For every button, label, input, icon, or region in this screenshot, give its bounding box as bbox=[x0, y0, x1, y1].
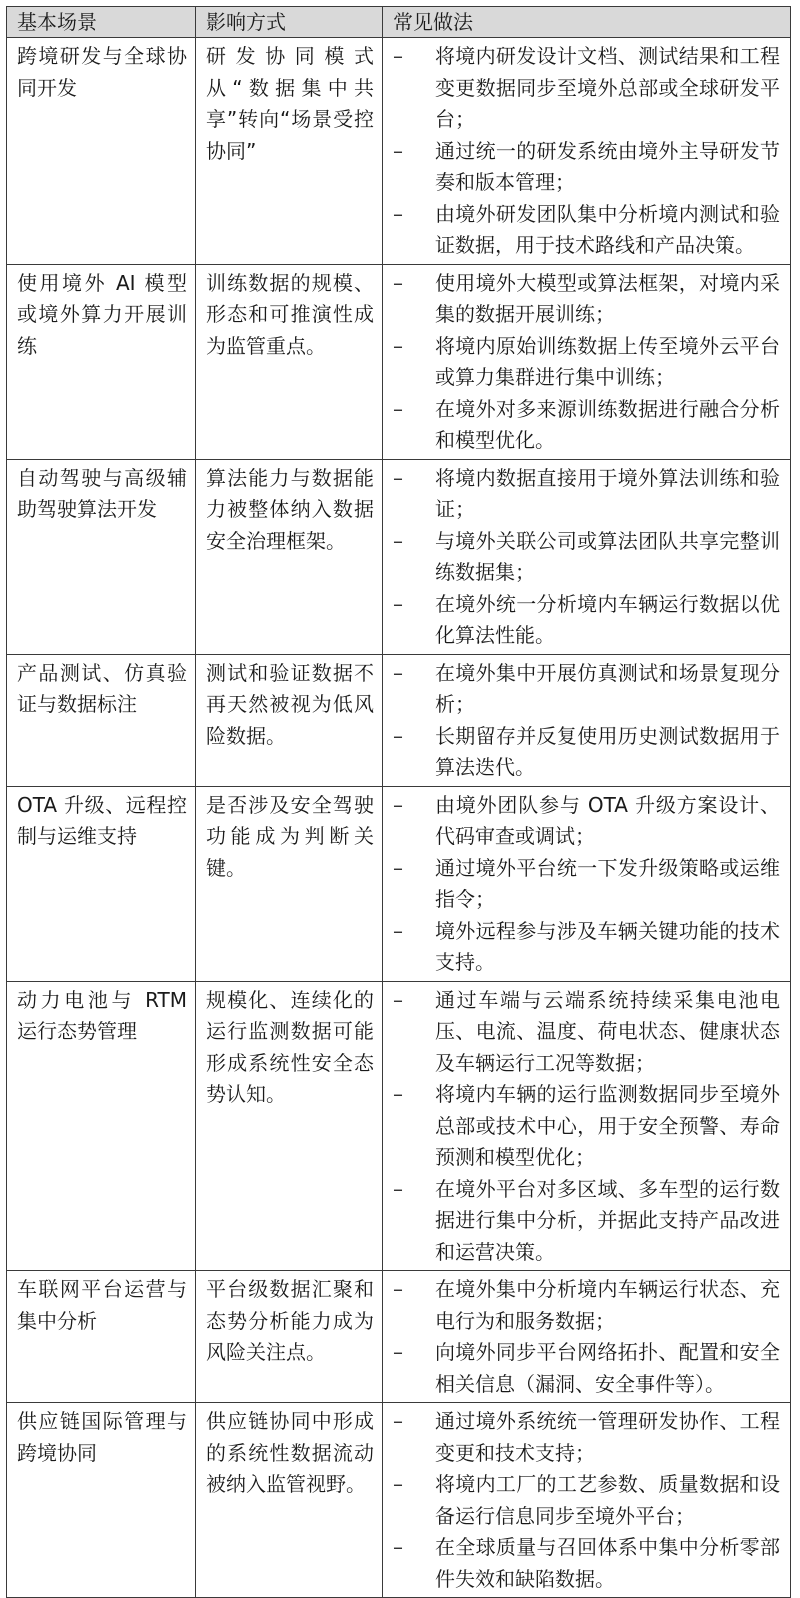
practice-text: 在境外集中分析境内车辆运行状态、充电行为和服务数据； bbox=[435, 1277, 780, 1333]
practices-list bbox=[391, 268, 780, 457]
practice-text: 通过境外系统统一管理研发协作、工程变更和技术支持； bbox=[435, 1409, 780, 1465]
practice-item bbox=[391, 136, 780, 199]
practice-text: 在境外对多来源训练数据进行融合分析和模型优化。 bbox=[435, 396, 780, 452]
impact-cell: 规模化、连续化的运行监测数据可能形成系统性安全态势认知。 bbox=[196, 981, 383, 1271]
practice-item bbox=[391, 1337, 780, 1400]
practice-item bbox=[391, 199, 780, 262]
dash-bullet: – bbox=[393, 1535, 403, 1559]
practice-item bbox=[391, 589, 780, 652]
practice-item bbox=[391, 985, 780, 1080]
dash-bullet: – bbox=[393, 138, 403, 163]
table-row bbox=[7, 1403, 791, 1598]
scene-cell: 跨境研发与全球协同开发 bbox=[7, 38, 196, 265]
dash-bullet: – bbox=[393, 1082, 403, 1106]
dash-bullet: – bbox=[393, 270, 403, 295]
data-scenarios-table bbox=[6, 6, 791, 1598]
scene-cell: 供应链国际管理与跨境协同 bbox=[7, 1403, 196, 1598]
dash-bullet: – bbox=[393, 333, 403, 358]
dash-bullet: – bbox=[393, 465, 403, 490]
impact-cell: 平台级数据汇聚和态势分析能力成为风险关注点。 bbox=[196, 1271, 383, 1403]
scene-cell: 产品测试、仿真验证与数据标注 bbox=[7, 654, 196, 786]
scene-cell: 车联网平台运营与集中分析 bbox=[7, 1271, 196, 1403]
impact-cell: 测试和验证数据不再天然被视为低风险数据。 bbox=[196, 654, 383, 786]
dash-bullet: – bbox=[393, 792, 403, 817]
practice-text: 通过车端与云端系统持续采集电池电压、电流、温度、荷电状态、健康状态及车辆运行工况等数据； bbox=[435, 987, 780, 1075]
practices-cell bbox=[383, 264, 791, 459]
practice-text: 通过境外平台统一下发升级策略或运维指令； bbox=[435, 855, 780, 911]
impact-cell: 供应链协同中形成的系统性数据流动被纳入监管视野。 bbox=[196, 1403, 383, 1598]
practice-text: 向境外同步平台网络拓扑、配置和安全相关信息（漏洞、安全事件等）。 bbox=[435, 1340, 780, 1396]
practice-item bbox=[391, 721, 780, 784]
practice-text: 由境外团队参与 OTA 升级方案设计、代码审查或调试； bbox=[435, 792, 780, 848]
table-row bbox=[7, 38, 791, 265]
dash-bullet: – bbox=[393, 1176, 403, 1201]
practice-item bbox=[391, 1469, 780, 1532]
impact-cell: 是否涉及安全驾驶功能成为判断关键。 bbox=[196, 786, 383, 981]
dash-bullet: – bbox=[393, 987, 403, 1012]
scene-cell: 动力电池与 RTM 运行态势管理 bbox=[7, 981, 196, 1271]
table-row bbox=[7, 1271, 791, 1403]
dash-bullet: – bbox=[393, 1409, 403, 1433]
impact-cell: 研发协同模式从“数据集中共享”转向“场景受控协同” bbox=[196, 38, 383, 265]
table-row bbox=[7, 654, 791, 786]
practice-item bbox=[391, 916, 780, 979]
practices-cell bbox=[383, 786, 791, 981]
practice-text: 在境外统一分析境内车辆运行数据以优化算法性能。 bbox=[435, 591, 780, 647]
practice-item bbox=[391, 1274, 780, 1337]
header-impact: 影响方式 bbox=[196, 7, 383, 38]
dash-bullet: – bbox=[393, 44, 403, 68]
practices-list bbox=[391, 658, 780, 784]
practice-text: 将境内数据直接用于境外算法训练和验证； bbox=[435, 465, 780, 521]
practice-text: 在境外集中开展仿真测试和场景复现分析； bbox=[435, 660, 780, 716]
practice-text: 在境外平台对多区域、多车型的运行数据进行集中分析，并据此支持产品改进和运营决策。 bbox=[435, 1176, 780, 1264]
practices-list bbox=[391, 1406, 780, 1595]
practice-text: 与境外关联公司或算法团队共享完整训练数据集； bbox=[435, 528, 780, 584]
table-row bbox=[7, 264, 791, 459]
practice-item bbox=[391, 526, 780, 589]
dash-bullet: – bbox=[393, 1472, 403, 1496]
practices-list bbox=[391, 41, 780, 262]
practices-cell bbox=[383, 38, 791, 265]
practice-item bbox=[391, 853, 780, 916]
dash-bullet: – bbox=[393, 528, 403, 553]
dash-bullet: – bbox=[393, 855, 403, 880]
impact-cell: 训练数据的规模、形态和可推演性成为监管重点。 bbox=[196, 264, 383, 459]
dash-bullet: – bbox=[393, 201, 403, 226]
practice-item bbox=[391, 658, 780, 721]
practice-item bbox=[391, 1532, 780, 1595]
practice-item bbox=[391, 1406, 780, 1469]
header-scene: 基本场景 bbox=[7, 7, 196, 38]
dash-bullet: – bbox=[393, 723, 403, 748]
practice-item bbox=[391, 41, 780, 136]
practice-text: 使用境外大模型或算法框架，对境内采集的数据开展训练； bbox=[435, 270, 780, 326]
practice-item bbox=[391, 463, 780, 526]
header-practices: 常见做法 bbox=[383, 7, 791, 38]
practices-list bbox=[391, 1274, 780, 1400]
dash-bullet: – bbox=[393, 396, 403, 421]
practices-cell bbox=[383, 1403, 791, 1598]
dash-bullet: – bbox=[393, 918, 403, 943]
practice-text: 将境内研发设计文档、测试结果和工程变更数据同步至境外总部或全球研发平台； bbox=[435, 44, 780, 131]
practice-item bbox=[391, 1174, 780, 1269]
dash-bullet: – bbox=[393, 1340, 403, 1364]
practice-item bbox=[391, 268, 780, 331]
practices-cell bbox=[383, 459, 791, 654]
practice-text: 在全球质量与召回体系中集中分析零部件失效和缺陷数据。 bbox=[435, 1535, 780, 1591]
practices-cell bbox=[383, 1271, 791, 1403]
practice-item bbox=[391, 331, 780, 394]
practice-text: 通过统一的研发系统由境外主导研发节奏和版本管理； bbox=[435, 138, 780, 194]
dash-bullet: – bbox=[393, 1277, 403, 1301]
table-row bbox=[7, 786, 791, 981]
practices-list bbox=[391, 985, 780, 1269]
practice-item bbox=[391, 790, 780, 853]
scene-cell: 使用境外 AI 模型或境外算力开展训练 bbox=[7, 264, 196, 459]
practices-list bbox=[391, 790, 780, 979]
dash-bullet: – bbox=[393, 660, 403, 685]
practice-text: 境外远程参与涉及车辆关键功能的技术支持。 bbox=[435, 918, 780, 974]
practice-item bbox=[391, 394, 780, 457]
practice-text: 将境内工厂的工艺参数、质量数据和设备运行信息同步至境外平台； bbox=[435, 1472, 780, 1528]
table-row bbox=[7, 459, 791, 654]
practices-cell bbox=[383, 981, 791, 1271]
table-header-row bbox=[7, 7, 791, 38]
scene-cell: 自动驾驶与高级辅助驾驶算法开发 bbox=[7, 459, 196, 654]
practices-cell bbox=[383, 654, 791, 786]
dash-bullet: – bbox=[393, 591, 403, 616]
practices-list bbox=[391, 463, 780, 652]
practice-text: 将境内原始训练数据上传至境外云平台或算力集群进行集中训练； bbox=[435, 333, 780, 389]
practice-text: 长期留存并反复使用历史测试数据用于算法迭代。 bbox=[435, 723, 780, 779]
impact-cell: 算法能力与数据能力被整体纳入数据安全治理框架。 bbox=[196, 459, 383, 654]
scene-cell: OTA 升级、远程控制与运维支持 bbox=[7, 786, 196, 981]
practice-item bbox=[391, 1079, 780, 1174]
practice-text: 由境外研发团队集中分析境内测试和验证数据，用于技术路线和产品决策。 bbox=[435, 201, 780, 257]
table-row bbox=[7, 981, 791, 1271]
practice-text: 将境内车辆的运行监测数据同步至境外总部或技术中心，用于安全预警、寿命预测和模型优化； bbox=[435, 1082, 780, 1169]
table-body bbox=[7, 38, 791, 1598]
